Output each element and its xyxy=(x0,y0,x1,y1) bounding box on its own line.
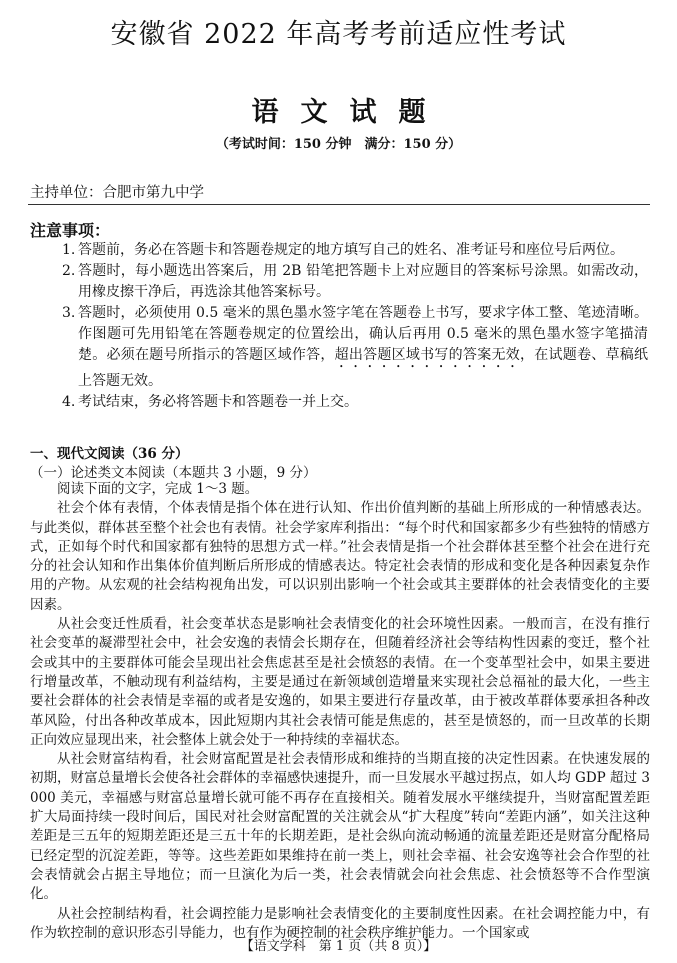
passage-paragraph: 从社会财富结构看，社会财富配置是社会表情形成和维持的当期直接的决定性因素。在快速发展的初期，财富总量增长会使各社会群体的幸福感快速提升，而一旦发展水平越过拐点，如人均 GDP 超过 3 000 美元，幸福感与财富总量增长就可能不再存在直接相关。随着发展水平继续提升，当财富配置差距扩大局面持续一段时间后，国民对社会财富配置的关注就会从“扩大程度”转向“差距内涵”，如关注这种差距是三五年的短期差距还是三五十年的长期差距，是社会纵向流动畅通的流量差距还是财富分配格局已经定型的沉淀差距，等等。这些差距如果维持在前一类上，则社会幸福、社会安逸等社会合作型的社会表情就会占据主导地位；而一旦演化为后一类，社会表情就会向社会焦虑、社会愤怒等不合作型演化。 xyxy=(30,751,650,903)
notice-item-text xyxy=(62,303,648,392)
notice-item-number: 4. xyxy=(62,394,76,410)
notice-item xyxy=(62,261,648,303)
notice-title: 注意事项： xyxy=(30,221,111,240)
notice-item-text: 考试结束，务必将答题卡和答题卷一并上交。 xyxy=(78,394,358,410)
host-unit: 主持单位：合肥市第九中学 xyxy=(30,185,204,201)
subsection-heading: （一）论述类文本阅读（本题共 3 小题，9 分） xyxy=(30,465,317,481)
reading-passage xyxy=(30,480,650,943)
passage-paragraph: 从社会变迁性质看，社会变革状态是影响社会表情变化的社会环境性因素。一般而言，在没有推行社会变革的凝滞型社会中，社会安逸的表情会长期存在，但随着经济社会等结构性因素的变迁，整个社会或其中的主要群体可能会呈现出社会焦虑甚至是社会愤怒的表情。在一个变革型社会中，如果主要进行增量改革，不触动现有利益结构，主要是通过在新领域创造增量来实现社会总福祉的最大化，一些主要社会群体的社会表情是幸福的或者是安逸的，如果主要进行存量改革，由于被改革群体要承担各种改革风险，付出各种改革成本，因此短期内其社会表情可能是焦虑的，甚至是愤怒的，而一旦改革的长期正向效应显现出来，社会整体上就会处于一种持续的幸福状态。 xyxy=(30,616,650,748)
section-heading: 一、现代文阅读（36 分） xyxy=(30,446,189,462)
subject-title: 语文试题 xyxy=(251,97,448,128)
notice-item xyxy=(62,303,648,392)
notice-item-number: 3. xyxy=(62,305,76,321)
emphasized-warning: 超出答题区域书写的答案无效 xyxy=(334,347,520,363)
notice-item-number: 2. xyxy=(62,263,76,279)
notice-list xyxy=(62,240,648,413)
divider xyxy=(28,204,650,205)
notice-text-part: ，在试题卷、草稿纸上答题无效。 xyxy=(78,347,649,389)
page-footer: 【语文学科 第 1 页（共 8 页）】 xyxy=(240,939,437,954)
notice-text-part: 答题时，必须使用 0.5 毫米的黑色墨水签字笔在答题卷上书写，要求字体工整、笔迹清晰。作图题可先用铅笔在答题卷规定的位置绘出，确认后再用 0.5 毫米的黑色墨水签字笔描清楚。必须在题号所指示的答题区域作答， xyxy=(78,305,648,363)
notice-item-text: 答题时，每小题选出答案后，用 2B 铅笔把答题卡上对应题目的答案标号涂黑。如需改动，用橡皮擦干净后，再选涂其他答案标号。 xyxy=(78,263,648,300)
instruction-paragraph: 阅读下面的文字，完成 1～3 题。 xyxy=(57,481,259,497)
passage-paragraph: 社会个体有表情，个体表情是指个体在进行认知、作出价值判断的基础上所形成的一种情感表达。与此类似，群体甚至整个社会也有表情。社会学家库利指出：“每个时代和国家都多少有些独特的情感方式，正如每个时代和国家都有独特的思想方式一样。”社会表情是指一个社会群体甚至整个社会在进行充分的社会认知和作出集体价值判断后所形成的情感表达。特定社会表情的形成和变化是各种因素复杂作用的产物。从宏观的社会结构视角出发，可以识别出影响一个社会或其主要群体的社会表情变化的主要因素。 xyxy=(30,500,650,613)
notice-item-number: 1. xyxy=(62,242,76,258)
exam-info: （考试时间：150 分钟 满分：150 分） xyxy=(215,137,462,152)
exam-title: 安徽省 2022 年高考考前适应性考试 xyxy=(110,19,567,50)
passage-paragraph: 从社会控制结构看，社会调控能力是影响社会表情变化的主要制度性因素。在社会调控能力中，有作为软控制的意识形态引导能力，也有作为硬控制的社会秩序维护能力。一个国家或 xyxy=(30,905,650,941)
notice-item xyxy=(62,392,648,413)
notice-item-text: 答题前，务必在答题卡和答题卷规定的地方填写自己的姓名、准考证号和座位号后两位。 xyxy=(78,242,624,258)
notice-item xyxy=(62,240,648,261)
